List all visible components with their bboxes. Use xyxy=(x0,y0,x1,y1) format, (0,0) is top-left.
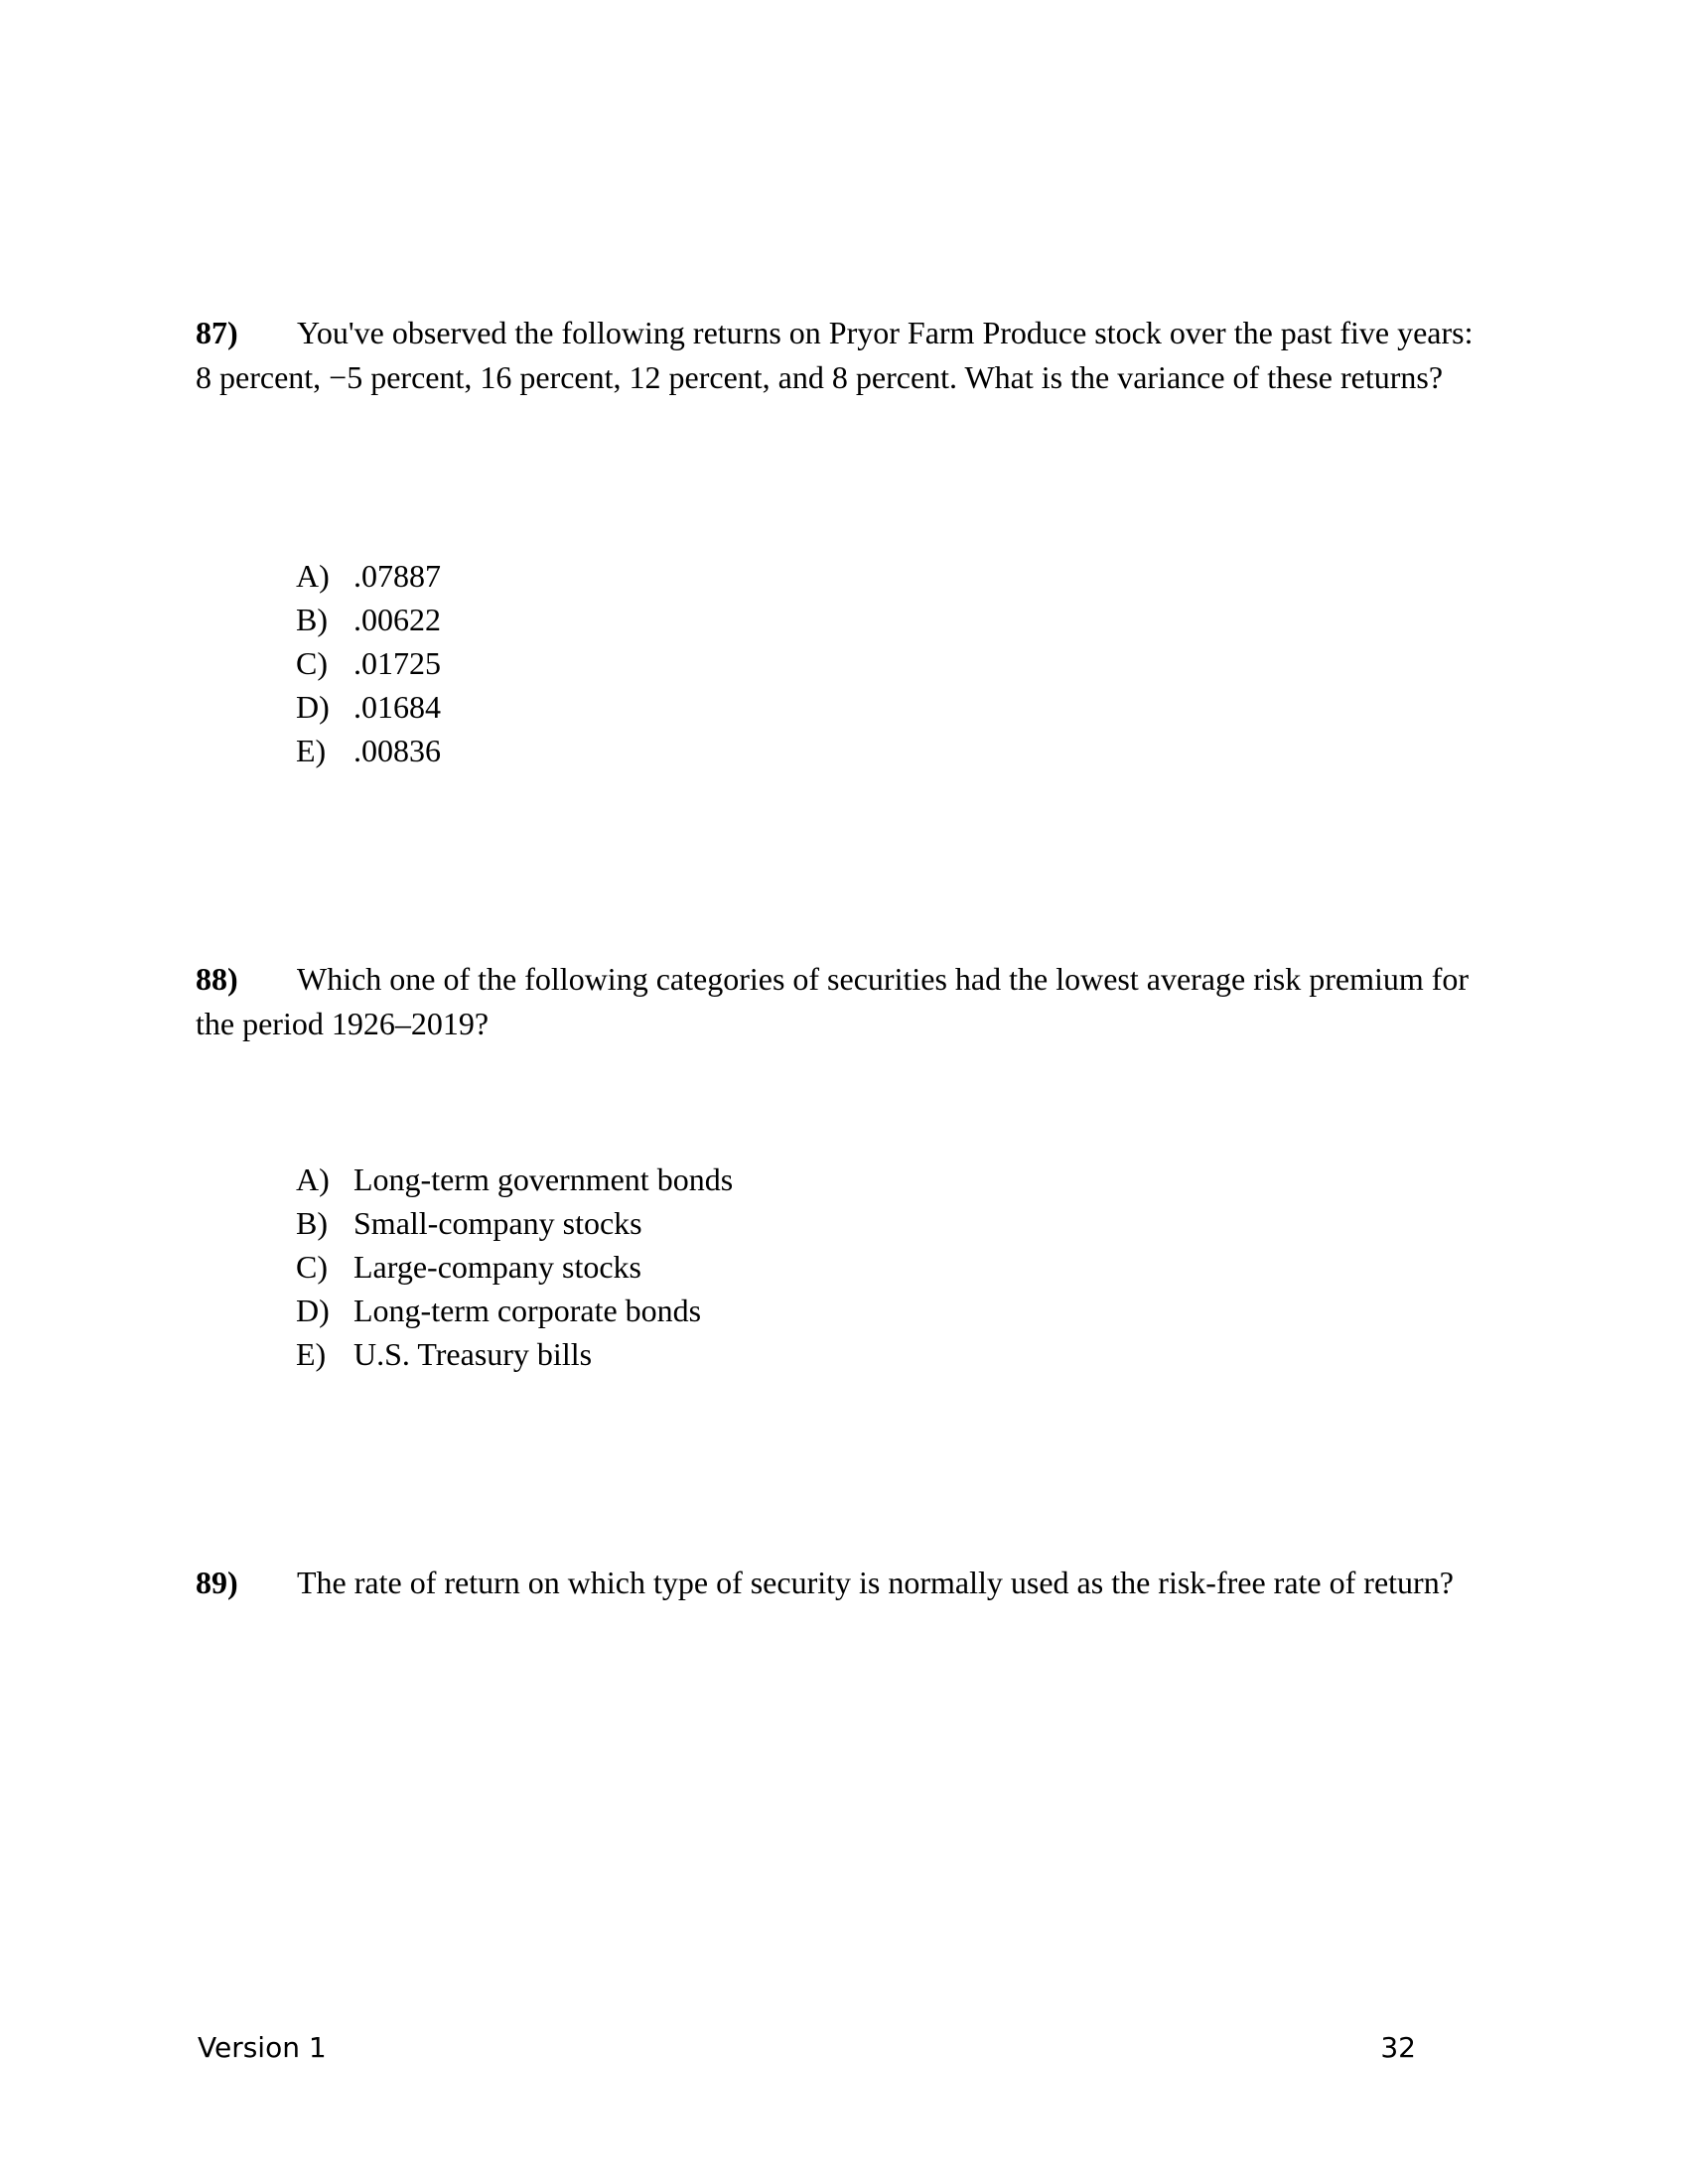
option-text: .00622 xyxy=(353,602,441,637)
question-prompt: Which one of the following categories of securities had the lowest average risk premium for the period 1926–2019? xyxy=(196,961,1470,1041)
option-letter: C) xyxy=(296,645,328,681)
option-letter: E) xyxy=(296,1336,327,1372)
option-text: .01684 xyxy=(353,689,441,725)
answer-options-88 xyxy=(296,1158,733,1376)
question-prompt: The rate of return on which type of security is normally used as the risk-free rate of return? xyxy=(297,1565,1454,1600)
answer-option xyxy=(296,641,441,685)
option-text: .01725 xyxy=(353,645,441,681)
question-text xyxy=(196,311,1496,400)
option-letter: E) xyxy=(296,733,327,768)
question-number: 89) xyxy=(196,1565,238,1600)
option-text: Large-company stocks xyxy=(353,1249,641,1285)
answer-option xyxy=(296,1245,733,1289)
answer-option xyxy=(296,598,441,641)
option-text: U.S. Treasury bills xyxy=(353,1336,593,1372)
option-text: Long-term government bonds xyxy=(353,1161,734,1197)
answer-option xyxy=(296,554,441,598)
option-text: Long-term corporate bonds xyxy=(353,1293,702,1328)
answer-options-87 xyxy=(296,554,441,772)
answer-option xyxy=(296,729,441,772)
answer-option xyxy=(296,685,441,729)
footer-version: Version 1 xyxy=(198,2031,327,2064)
option-letter: C) xyxy=(296,1249,328,1285)
answer-option xyxy=(296,1201,733,1245)
answer-option xyxy=(296,1332,733,1376)
question-number: 88) xyxy=(196,961,238,997)
question-89 xyxy=(196,1561,1496,1605)
option-letter: D) xyxy=(296,689,330,725)
question-88 xyxy=(196,957,1496,1046)
option-letter: A) xyxy=(296,1161,330,1197)
option-letter: B) xyxy=(296,1205,328,1241)
option-text: Small-company stocks xyxy=(353,1205,642,1241)
option-text: .07887 xyxy=(353,558,441,594)
answer-option xyxy=(296,1158,733,1201)
question-prompt: You've observed the following returns on Pryor Farm Produce stock over the past five years: 8 percent, −5 percent, 16 percent, 12 percent, and 8 percent. What is the variance of these returns? xyxy=(196,315,1474,395)
answer-option xyxy=(296,1289,733,1332)
question-text xyxy=(196,957,1496,1046)
question-text xyxy=(196,1561,1496,1605)
option-text: .00836 xyxy=(353,733,441,768)
question-number: 87) xyxy=(196,315,238,350)
option-letter: D) xyxy=(296,1293,330,1328)
option-letter: B) xyxy=(296,602,328,637)
question-87 xyxy=(196,311,1496,400)
option-letter: A) xyxy=(296,558,330,594)
footer-page-number: 32 xyxy=(1380,2031,1416,2064)
